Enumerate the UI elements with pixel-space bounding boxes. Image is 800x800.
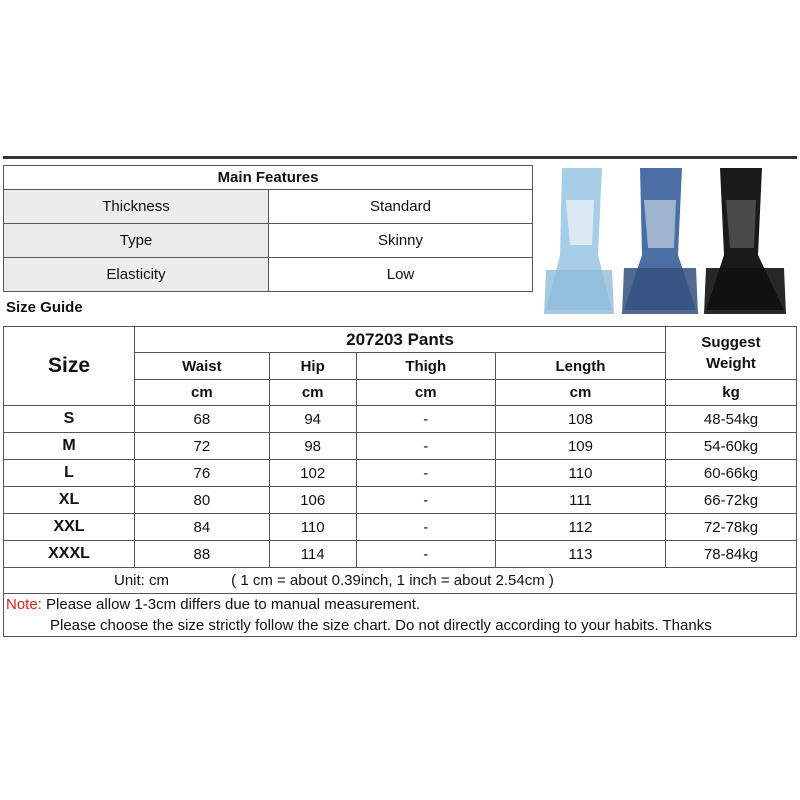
cell-length: 108 — [495, 406, 665, 433]
cell-length: 112 — [495, 514, 665, 541]
cell-weight: 60-66kg — [666, 460, 797, 487]
main-features-table — [3, 165, 533, 292]
cell-waist: 80 — [135, 487, 270, 514]
cell-length: 110 — [495, 460, 665, 487]
unit-row — [4, 568, 797, 594]
cell-waist: 76 — [135, 460, 270, 487]
column-header: Thigh — [356, 353, 495, 380]
note-row — [4, 594, 797, 637]
note-line2: Please choose the size strictly follow the size chart. Do not directly according to your habits. Thanks — [50, 617, 712, 634]
product-header: 207203 Pants — [135, 327, 666, 353]
cell-size: L — [4, 460, 135, 487]
cell-weight: 72-78kg — [666, 514, 797, 541]
cell-hip: 98 — [269, 433, 356, 460]
cell-hip: 114 — [269, 541, 356, 568]
cell-weight: 54-60kg — [666, 433, 797, 460]
cell-hip: 110 — [269, 514, 356, 541]
cell-length: 113 — [495, 541, 665, 568]
unit-label: Unit: cm — [113, 572, 169, 589]
weight-unit: kg — [666, 380, 797, 406]
cell-length: 109 — [495, 433, 665, 460]
column-header: Hip — [269, 353, 356, 380]
size-guide-title: Size Guide — [6, 299, 83, 316]
cell-weight: 78-84kg — [666, 541, 797, 568]
product-photo — [540, 160, 790, 318]
cell-thigh: - — [356, 433, 495, 460]
cell-size: XXL — [4, 514, 135, 541]
cell-thigh: - — [356, 541, 495, 568]
cell-waist: 72 — [135, 433, 270, 460]
cell-thigh: - — [356, 460, 495, 487]
cell-thigh: - — [356, 487, 495, 514]
feature-label: Thickness — [4, 190, 269, 224]
cell-hip: 106 — [269, 487, 356, 514]
feature-label: Type — [4, 224, 269, 258]
size-header: Size — [4, 327, 135, 406]
size-guide-table — [3, 326, 797, 637]
table-row — [4, 433, 797, 460]
table-row — [4, 541, 797, 568]
weight-header-line1: Suggest — [701, 334, 761, 351]
cell-waist: 68 — [135, 406, 270, 433]
column-unit: cm — [135, 380, 270, 406]
cell-length: 111 — [495, 487, 665, 514]
cell-size: XL — [4, 487, 135, 514]
column-unit: cm — [356, 380, 495, 406]
features-title: Main Features — [4, 166, 533, 190]
feature-label: Elasticity — [4, 258, 269, 292]
table-row — [4, 258, 533, 292]
top-divider — [3, 156, 797, 159]
cell-size: S — [4, 406, 135, 433]
cell-hip: 94 — [269, 406, 356, 433]
feature-value: Low — [269, 258, 533, 292]
column-unit: cm — [495, 380, 665, 406]
column-unit: cm — [269, 380, 356, 406]
cell-thigh: - — [356, 514, 495, 541]
cell-waist: 88 — [135, 541, 270, 568]
weight-header — [666, 327, 797, 380]
cell-waist: 84 — [135, 514, 270, 541]
note-line1: Please allow 1-3cm differs due to manual measurement. — [41, 596, 421, 613]
note-label: Note: — [6, 596, 42, 613]
table-row — [4, 487, 797, 514]
table-row — [4, 514, 797, 541]
cell-hip: 102 — [269, 460, 356, 487]
column-header: Length — [495, 353, 665, 380]
table-row — [4, 460, 797, 487]
cell-weight: 48-54kg — [666, 406, 797, 433]
unit-conversion: ( 1 cm = about 0.39inch, 1 inch = about 2.54cm ) — [231, 572, 554, 589]
feature-value: Skinny — [269, 224, 533, 258]
cell-weight: 66-72kg — [666, 487, 797, 514]
cell-size: M — [4, 433, 135, 460]
feature-value: Standard — [269, 190, 533, 224]
column-header: Waist — [135, 353, 270, 380]
cell-size: XXXL — [4, 541, 135, 568]
weight-header-line2: Weight — [706, 355, 756, 372]
table-row — [4, 224, 533, 258]
cell-thigh: - — [356, 406, 495, 433]
table-row — [4, 190, 533, 224]
table-row — [4, 406, 797, 433]
